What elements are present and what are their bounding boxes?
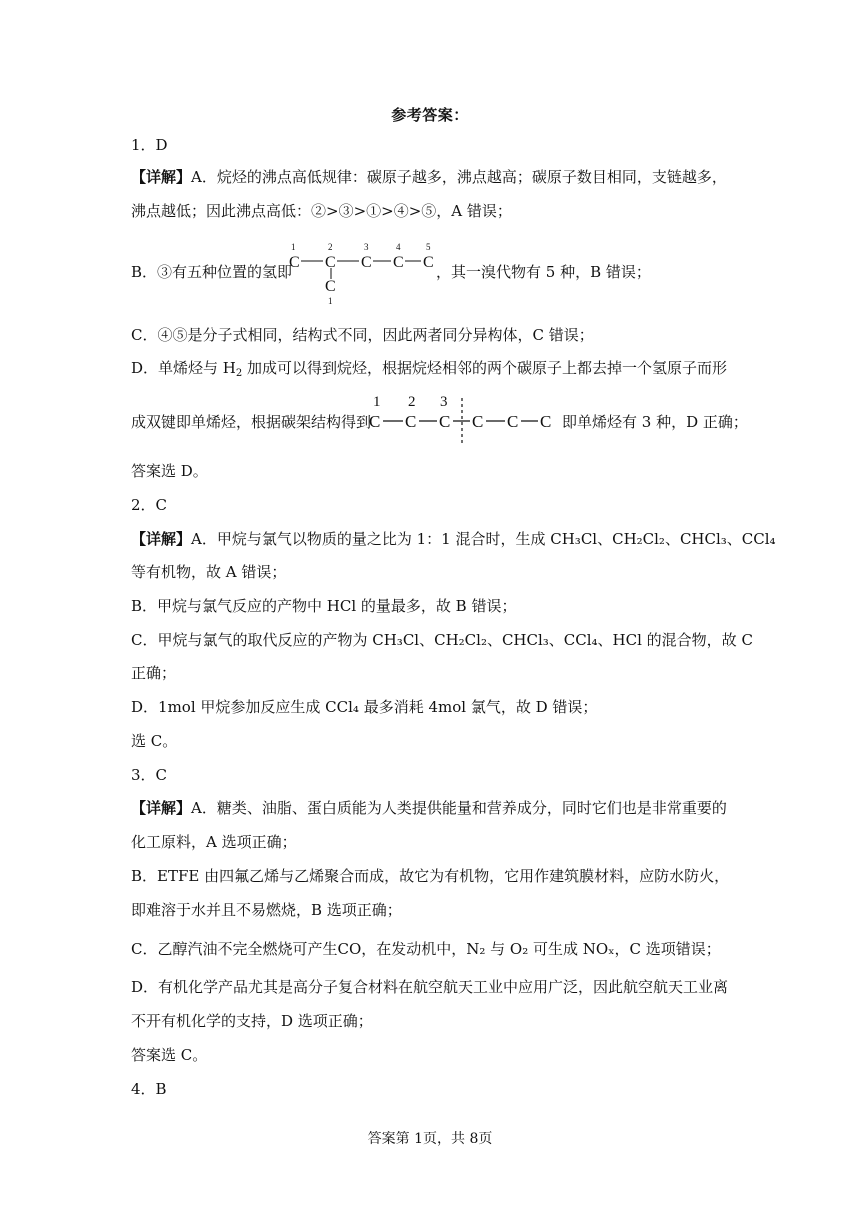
struct2-num-3: 3	[440, 394, 448, 410]
q1-option-d-line2-pre: 成双键即单烯烃，根据碳架结构得到	[131, 413, 372, 431]
q1-option-b-pre: B．③有五种位置的氢即	[131, 263, 293, 281]
struct2-atom: C	[439, 412, 451, 431]
q3-option-d-line1: D．有机化学产品尤其是高分子复合材料在航空航天工业中应用广泛，因此航空航天工业离	[131, 978, 729, 996]
q2-option-d: D．1mol 甲烷参加反应生成 CCl₄ 最多消耗 4mol 氯气，故 D 错误；	[131, 698, 598, 716]
q3-conclusion: 答案选 C。	[131, 1046, 208, 1064]
q2-option-a-line2: 等有机物，故 A 错误；	[131, 563, 287, 581]
struct1-num-branch: 1	[328, 296, 333, 306]
q1-detail-label: 【详解】	[131, 168, 192, 186]
q2-detail-label: 【详解】	[131, 530, 192, 548]
q3-detail-label: 【详解】	[131, 799, 192, 817]
q2-option-b: B．甲烷与氯气反应的产物中 HCl 的量最多，故 B 错误；	[131, 597, 517, 615]
q1-option-a-line2: 沸点越低；因此沸点高低：②>③>①>④>⑤，A 错误；	[131, 202, 512, 220]
page-title: 参考答案：	[391, 106, 469, 124]
q3-answer: 3．C	[131, 766, 168, 784]
q1-answer: 1．D	[131, 136, 168, 154]
struct1-num-4: 4	[396, 242, 401, 252]
q1-carbon-skeleton-structure	[288, 240, 438, 308]
q2-option-c-line2: 正确；	[131, 664, 177, 682]
struct2-atom: C	[540, 412, 552, 431]
struct1-atom-4: C	[393, 254, 404, 271]
struct1-atom-1: C	[289, 254, 300, 271]
q1-alkene-skeleton-structure	[368, 392, 558, 448]
struct1-atom-branch: C	[325, 278, 336, 295]
q4-answer: 4．B	[131, 1080, 167, 1098]
q3-option-a-line2: 化工原料，A 选项正确；	[131, 833, 297, 851]
struct1-atom-3: C	[361, 254, 372, 271]
q1-option-c: C．④⑤是分子式相同，结构式不同，因此两者同分异构体，C 错误；	[131, 326, 594, 344]
q1-conclusion: 答案选 D。	[131, 462, 208, 480]
q3-option-b-line1: B．ETFE 由四氟乙烯与乙烯聚合而成，故它为有机物，它用作建筑膜材料，应防水防火，	[131, 867, 730, 885]
struct1-num-1: 1	[291, 242, 296, 252]
struct1-num-3: 3	[364, 242, 369, 252]
q3-option-b-line2: 即难溶于水并且不易燃烧，B 选项正确；	[131, 901, 402, 919]
struct2-atom: C	[507, 412, 519, 431]
page-footer: 答案第 1页，共 8页	[367, 1131, 493, 1147]
q3-option-c: C．乙醇汽油不完全燃烧可产生CO，在发动机中，N₂ 与 O₂ 可生成 NOₓ，C 选项错误；	[131, 940, 721, 958]
q1-option-b-post: ，其一溴代物有 5 种，B 错误；	[436, 263, 651, 281]
q2-answer: 2．C	[131, 496, 168, 514]
q1-option-a-line1: 【详解】A．烷烃的沸点高低规律：碳原子越多，沸点越高；碳原子数目相同，支链越多，	[131, 168, 727, 186]
q1-option-d-line2-post: 即单烯烃有 3 种，D 正确；	[562, 413, 748, 431]
struct1-num-2: 2	[328, 242, 333, 252]
q2-conclusion: 选 C。	[131, 732, 178, 750]
q2-option-a-line1: 【详解】A．甲烷与氯气以物质的量之比为 1：1 混合时，生成 CH₃Cl、CH₂Cl₂、CHCl₃、CCl₄	[131, 530, 776, 548]
struct1-num-5: 5	[426, 242, 431, 252]
struct2-num-2: 2	[408, 394, 416, 410]
struct2-atom: C	[405, 412, 417, 431]
q1-option-d-line1: D．单烯烃与 $H_2$ 加成可以得到烷烃，根据烷烃相邻的两个碳原子上都去掉一个氢原子而形	[131, 359, 728, 379]
q3-option-d-line2: 不开有机化学的支持，D 选项正确；	[131, 1012, 373, 1030]
q3-option-a-line1: 【详解】A．糖类、油脂、蛋白质能为人类提供能量和营养成分，同时它们也是非常重要的	[131, 799, 727, 817]
struct2-atom: C	[472, 412, 484, 431]
struct2-num-1: 1	[373, 394, 381, 410]
struct1-atom-5: C	[423, 254, 434, 271]
q2-option-c-line1: C．甲烷与氯气的取代反应的产物为 CH₃Cl、CH₂Cl₂、CHCl₃、CCl₄、HCl 的混合物，故 C	[131, 631, 753, 649]
struct2-atom: C	[369, 412, 381, 431]
struct1-atom-2: C	[325, 254, 336, 271]
